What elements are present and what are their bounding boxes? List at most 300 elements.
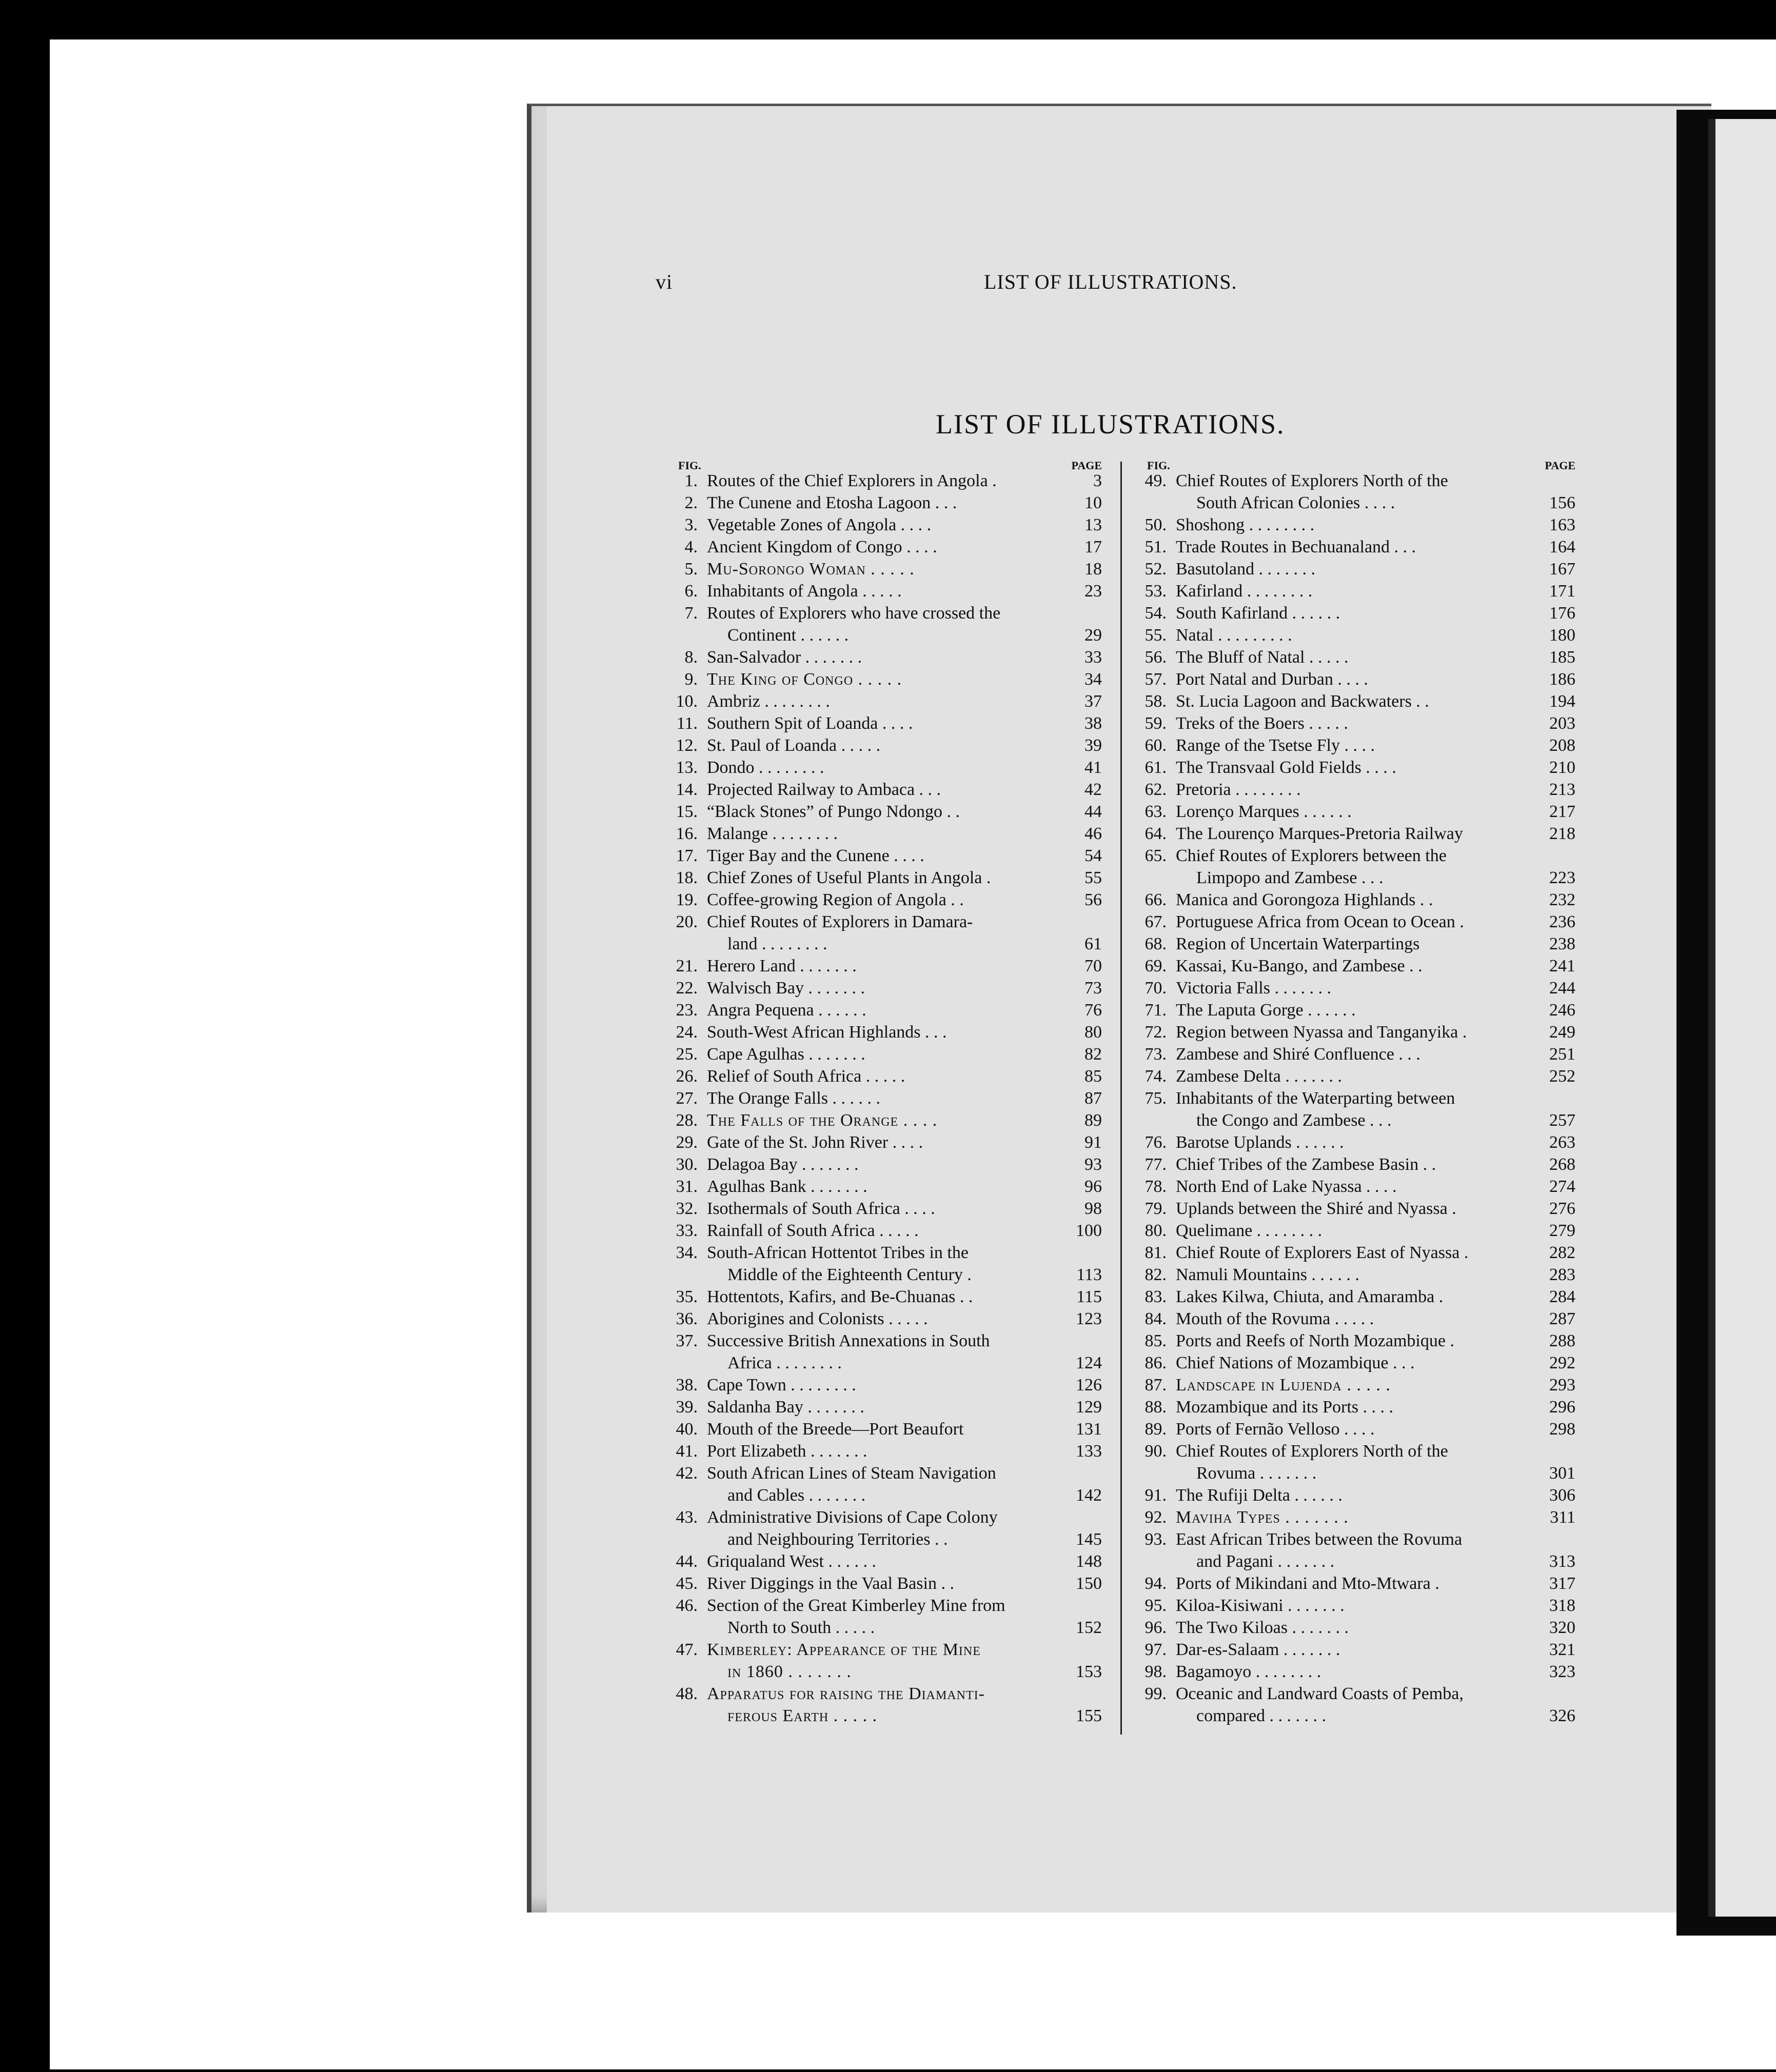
page-ref: 96: [1084, 1177, 1102, 1196]
illustration-entry: [667, 779, 1102, 801]
illustration-title-line: River Diggings in the Vaal Basin . .: [707, 1574, 954, 1593]
page-ref: 320: [1549, 1618, 1575, 1637]
figure-number: 91.: [1144, 1486, 1167, 1505]
illustration-title-line: South African Lines of Steam Navigation: [707, 1464, 996, 1483]
page-ref: 171: [1549, 582, 1575, 601]
figure-number: 17.: [676, 846, 698, 865]
illustration-title-line: Ports of Mikindani and Mto-Mtwara .: [1176, 1574, 1439, 1593]
illustration-title-line: Uplands between the Shiré and Nyassa .: [1176, 1199, 1456, 1218]
illustration-entry: [667, 536, 1102, 558]
page-ref: 153: [1076, 1662, 1102, 1681]
illustration-title-line: Dondo . . . . . . . .: [707, 758, 824, 777]
page-ref: 186: [1549, 670, 1575, 689]
page-ref: 241: [1549, 957, 1575, 975]
figure-number: 73.: [1144, 1045, 1167, 1064]
figure-number: 31.: [676, 1177, 698, 1196]
illustration-entry: [1136, 712, 1575, 734]
figure-number: 54.: [1144, 604, 1167, 623]
figure-number: 34.: [676, 1243, 698, 1262]
page-ref: 133: [1076, 1442, 1102, 1461]
figure-number: 18.: [676, 868, 698, 887]
page-ref: 10: [1084, 493, 1102, 512]
illustration-entry: [1136, 514, 1575, 536]
illustration-entry: [1136, 1198, 1575, 1220]
running-head: [656, 270, 1274, 301]
page-header: PAGE: [1071, 459, 1102, 472]
figure-number: 76.: [1144, 1133, 1167, 1152]
illustration-entry: [667, 1550, 1102, 1572]
page-ref: 244: [1549, 979, 1575, 998]
illustration-entry: [667, 1286, 1102, 1308]
illustration-title-line: Aborigines and Colonists . . . . .: [707, 1309, 928, 1328]
illustration-title-line: The Transvaal Gold Fields . . . .: [1176, 758, 1396, 777]
illustration-title-line: Ports and Reefs of North Mozambique .: [1176, 1331, 1454, 1350]
illustration-title-line: Barotse Uplands . . . . . .: [1176, 1133, 1344, 1152]
illustration-title-line: and Cables . . . . . . .: [727, 1486, 866, 1505]
figure-number: 14.: [676, 780, 698, 799]
illustration-title-line: Southern Spit of Loanda . . . .: [707, 714, 913, 733]
page-ref: 17: [1084, 537, 1102, 556]
figure-number: 88.: [1144, 1398, 1167, 1417]
illustration-entry: [1136, 1683, 1575, 1727]
illustration-entry: [1136, 1484, 1575, 1506]
figure-number: 50.: [1144, 515, 1167, 534]
illustration-entry: [1136, 470, 1575, 514]
figure-number: 68.: [1144, 934, 1167, 953]
illustration-title-line: Rainfall of South Africa . . . . .: [707, 1221, 919, 1240]
page-ref: 98: [1084, 1199, 1102, 1218]
figure-number: 42.: [676, 1464, 698, 1483]
illustration-entry: [667, 1462, 1102, 1506]
illustration-title-line: “Black Stones” of Pungo Ndongo . .: [707, 802, 960, 821]
illustration-title-line: Malange . . . . . . . .: [707, 824, 838, 843]
figure-number: 36.: [676, 1309, 698, 1328]
page-ref: 217: [1549, 802, 1575, 821]
figure-number: 59.: [1144, 714, 1167, 733]
illustration-title-line: The Cunene and Etosha Lagoon . . .: [707, 493, 957, 512]
figure-number: 82.: [1144, 1265, 1167, 1284]
illustration-entry: [1136, 1242, 1575, 1264]
illustration-title-line: Kiloa-Kisiwani . . . . . . .: [1176, 1596, 1345, 1615]
page-ref: 284: [1549, 1287, 1575, 1306]
illustration-entry: [667, 1595, 1102, 1639]
figure-number: 81.: [1144, 1243, 1167, 1262]
illustration-title-line: Middle of the Eighteenth Century .: [727, 1265, 972, 1284]
figure-number: 56.: [1144, 648, 1167, 667]
figure-number: 37.: [676, 1331, 698, 1350]
page-title: LIST OF ILLUSTRATIONS.: [936, 409, 1285, 440]
illustration-entry: [667, 823, 1102, 845]
illustration-entry: [667, 1065, 1102, 1087]
page-ref: 61: [1084, 934, 1102, 953]
page-ref: 318: [1549, 1596, 1575, 1615]
figure-number: 33.: [676, 1221, 698, 1240]
figure-number: 15.: [676, 802, 698, 821]
figure-number: 95.: [1144, 1596, 1167, 1615]
page-ref: 246: [1549, 1001, 1575, 1020]
figure-number: 45.: [676, 1574, 698, 1593]
illustration-entry: [667, 1308, 1102, 1330]
page-ref: 39: [1084, 736, 1102, 755]
figure-number: 19.: [676, 890, 698, 909]
illustration-title-line: compared . . . . . . .: [1196, 1706, 1327, 1725]
illustration-title-line: Zambese and Shiré Confluence . . .: [1176, 1045, 1420, 1064]
figure-number: 49.: [1144, 471, 1167, 490]
figure-number: 6.: [684, 582, 698, 601]
illustration-title-line: Coffee-growing Region of Angola . .: [707, 890, 964, 909]
figure-number: 60.: [1144, 736, 1167, 755]
page-ref: 37: [1084, 692, 1102, 711]
illustration-title-line: Vegetable Zones of Angola . . . .: [707, 515, 932, 534]
illustration-title-line: San-Salvador . . . . . . .: [707, 648, 862, 667]
figure-number: 99.: [1144, 1684, 1167, 1703]
illustrations-column-left: [667, 451, 1102, 1727]
figure-number: 89.: [1144, 1420, 1167, 1439]
page-ref: 317: [1549, 1574, 1575, 1593]
page-ref: 124: [1076, 1353, 1102, 1372]
running-title: LIST OF ILLUSTRATIONS.: [984, 270, 1237, 293]
page-ref: 148: [1076, 1552, 1102, 1571]
illustration-title-line: St. Paul of Loanda . . . . .: [707, 736, 881, 755]
illustration-entry: [1136, 734, 1575, 756]
illustration-entry: [667, 1176, 1102, 1198]
page-ref: 33: [1084, 648, 1102, 667]
illustration-title-line: The Laputa Gorge . . . . . .: [1176, 1001, 1356, 1020]
figure-number: 8.: [684, 648, 698, 667]
column-divider: [1120, 462, 1122, 1735]
illustration-title-line: Dar-es-Salaam . . . . . . .: [1176, 1640, 1340, 1659]
illustration-title-line: Routes of Explorers who have crossed the: [707, 604, 1001, 623]
page-ref: 163: [1549, 515, 1575, 534]
illustration-entry: [667, 514, 1102, 536]
illustration-entry: [1136, 1528, 1575, 1572]
figure-number: 72.: [1144, 1023, 1167, 1042]
figure-number: 63.: [1144, 802, 1167, 821]
illustration-entry: [667, 1374, 1102, 1396]
figure-number: 74.: [1144, 1067, 1167, 1086]
illustration-entry: [1136, 823, 1575, 845]
column-header: [1136, 451, 1575, 470]
illustration-entry: [667, 1087, 1102, 1109]
illustration-entry: [1136, 1220, 1575, 1242]
page-ref: 210: [1549, 758, 1575, 777]
illustration-entry: [667, 1418, 1102, 1440]
figure-number: 86.: [1144, 1353, 1167, 1372]
illustration-title-line: Relief of South Africa . . . . .: [707, 1067, 905, 1086]
illustration-title-line: The Rufiji Delta . . . . . .: [1176, 1486, 1343, 1505]
figure-number: 57.: [1144, 670, 1167, 689]
illustration-title-line: Port Natal and Durban . . . .: [1176, 670, 1368, 689]
illustration-entry: [1136, 999, 1575, 1021]
page-ref: 263: [1549, 1133, 1575, 1152]
page-ref: 249: [1549, 1023, 1575, 1042]
illustration-title-line: Projected Railway to Ambaca . . .: [707, 780, 941, 799]
illustration-title-line: land . . . . . . . .: [727, 934, 827, 953]
illustration-title-line: Ancient Kingdom of Congo . . . .: [707, 537, 937, 556]
figure-number: 21.: [676, 957, 698, 975]
page-ref: 213: [1549, 780, 1575, 799]
figure-number: 28.: [676, 1111, 698, 1130]
figure-number: 38.: [676, 1376, 698, 1394]
figure-number: 75.: [1144, 1089, 1167, 1108]
page-ref: 70: [1084, 957, 1102, 975]
figure-number: 22.: [676, 979, 698, 998]
illustration-entry: [667, 646, 1102, 668]
illustration-entry: [1136, 602, 1575, 624]
illustration-entry: [1136, 624, 1575, 646]
page-ref: 185: [1549, 648, 1575, 667]
illustration-title-line: Cape Town . . . . . . . .: [707, 1376, 856, 1394]
illustration-title-line: St. Lucia Lagoon and Backwaters . .: [1176, 692, 1429, 711]
illustration-entry: [1136, 1595, 1575, 1617]
illustration-entry: [1136, 1065, 1575, 1087]
page-ref: 279: [1549, 1221, 1575, 1240]
figure-number: 13.: [676, 758, 698, 777]
page-ref: 82: [1084, 1045, 1102, 1064]
illustration-title-line: Landscape in Lujenda . . . . .: [1176, 1376, 1391, 1394]
figure-number: 53.: [1144, 582, 1167, 601]
illustration-entry: [667, 1242, 1102, 1286]
illustration-entry: [667, 999, 1102, 1021]
illustration-entry: [1136, 955, 1575, 977]
figure-number: 41.: [676, 1442, 698, 1461]
illustration-title-line: Natal . . . . . . . . .: [1176, 626, 1292, 645]
figure-number: 27.: [676, 1089, 698, 1108]
figure-number: 2.: [684, 493, 698, 512]
page-ref: 100: [1076, 1221, 1102, 1240]
illustration-title-line: and Neighbouring Territories . .: [727, 1530, 948, 1549]
illustration-title-line: Agulhas Bank . . . . . . .: [707, 1177, 867, 1196]
page-ref: 87: [1084, 1089, 1102, 1108]
illustration-entry: [667, 1021, 1102, 1043]
illustration-title-line: The King of Congo . . . . .: [707, 670, 902, 689]
illustration-entry: [667, 1153, 1102, 1176]
figure-number: 90.: [1144, 1442, 1167, 1461]
page-ref: 44: [1084, 802, 1102, 821]
page-ref: 292: [1549, 1353, 1575, 1372]
figure-number: 3.: [684, 515, 698, 534]
illustration-entry: [667, 1131, 1102, 1153]
illustration-entry: [667, 492, 1102, 514]
page-ref: 89: [1084, 1111, 1102, 1130]
illustration-title-line: Apparatus for raising the Diamanti-: [707, 1684, 985, 1703]
illustration-title-line: ferous Earth . . . . .: [727, 1706, 878, 1725]
illustration-entry: [667, 977, 1102, 999]
illustration-title-line: Chief Routes of Explorers between the: [1176, 846, 1447, 865]
illustration-title-line: Namuli Mountains . . . . . .: [1176, 1265, 1359, 1284]
illustration-title-line: Saldanha Bay . . . . . . .: [707, 1398, 864, 1417]
figure-number: 78.: [1144, 1177, 1167, 1196]
illustration-entry: [667, 470, 1102, 492]
figure-number: 10.: [676, 692, 698, 711]
page-ref: 34: [1084, 670, 1102, 689]
page-ref: 115: [1076, 1287, 1102, 1306]
illustration-title-line: Quelimane . . . . . . . .: [1176, 1221, 1323, 1240]
page-ref: 145: [1076, 1530, 1102, 1549]
figure-number: 85.: [1144, 1331, 1167, 1350]
illustration-title-line: Mouth of the Breede—Port Beaufort: [707, 1420, 964, 1439]
illustration-title-line: Trade Routes in Bechuanaland . . .: [1176, 537, 1416, 556]
figure-number: 92.: [1144, 1508, 1167, 1527]
illustration-title-line: Oceanic and Landward Coasts of Pemba,: [1176, 1684, 1464, 1703]
illustration-entry: [1136, 1264, 1575, 1286]
figure-number: 61.: [1144, 758, 1167, 777]
figure-number: 79.: [1144, 1199, 1167, 1218]
illustration-entry: [667, 1440, 1102, 1462]
illustration-title-line: Kassai, Ku-Bango, and Zambese . .: [1176, 957, 1423, 975]
page-ref: 23: [1084, 582, 1102, 601]
illustration-entry: [1136, 1440, 1575, 1484]
illustration-entry: [667, 668, 1102, 690]
page-ref: 156: [1549, 493, 1575, 512]
page-ref: 268: [1549, 1155, 1575, 1174]
page-ref: 13: [1084, 515, 1102, 534]
page-ref: 298: [1549, 1420, 1575, 1439]
illustration-title-line: Ambriz . . . . . . . .: [707, 692, 830, 711]
illustration-title-line: Section of the Great Kimberley Mine from: [707, 1596, 1005, 1615]
figure-number: 30.: [676, 1155, 698, 1174]
illustration-title-line: Chief Routes of Explorers North of the: [1176, 1442, 1448, 1461]
illustration-title-line: Africa . . . . . . . .: [727, 1353, 842, 1372]
page-ref: 208: [1549, 736, 1575, 755]
illustration-title-line: South-West African Highlands . . .: [707, 1023, 947, 1042]
page-ref: 276: [1549, 1199, 1575, 1218]
illustration-title-line: The Lourenço Marques-Pretoria Railway: [1176, 824, 1463, 843]
illustration-title-line: Chief Routes of Explorers in Damara-: [707, 912, 973, 931]
figure-number: 16.: [676, 824, 698, 843]
illustration-entry: [1136, 889, 1575, 911]
page-ref: 236: [1549, 912, 1575, 931]
illustration-title-line: Bagamoyo . . . . . . . .: [1176, 1662, 1321, 1681]
figure-number: 47.: [676, 1640, 698, 1659]
figure-number: 1.: [684, 471, 698, 490]
illustration-title-line: Kimberley: Appearance of the Mine: [707, 1640, 981, 1659]
page-ref: 218: [1549, 824, 1575, 843]
fig-header: FIG.: [678, 459, 701, 472]
illustration-title-line: Tiger Bay and the Cunene . . . .: [707, 846, 924, 865]
illustration-title-line: Maviha Types . . . . . . .: [1176, 1508, 1349, 1527]
figure-number: 24.: [676, 1023, 698, 1042]
illustration-entry: [1136, 1572, 1575, 1595]
illustration-entry: [1136, 801, 1575, 823]
figure-number: 83.: [1144, 1287, 1167, 1306]
figure-number: 7.: [684, 604, 698, 623]
illustration-title-line: Shoshong . . . . . . . .: [1176, 515, 1315, 534]
illustration-entry: [1136, 1286, 1575, 1308]
figure-number: 32.: [676, 1199, 698, 1218]
illustration-entry: [667, 1330, 1102, 1374]
illustration-title-line: Treks of the Boers . . . . .: [1176, 714, 1348, 733]
figure-number: 11.: [676, 714, 698, 733]
page-ref: 251: [1549, 1045, 1575, 1064]
illustration-title-line: Inhabitants of the Waterparting between: [1176, 1089, 1455, 1108]
illustration-title-line: South Kafirland . . . . . .: [1176, 604, 1340, 623]
illustrations-column-right: [1136, 451, 1575, 1727]
illustration-entry: [1136, 845, 1575, 889]
illustration-title-line: Rovuma . . . . . . .: [1196, 1464, 1317, 1483]
figure-number: 58.: [1144, 692, 1167, 711]
illustration-title-line: Region between Nyassa and Tanganyika .: [1176, 1023, 1467, 1042]
illustration-entry: [667, 1396, 1102, 1418]
page-ref: 232: [1549, 890, 1575, 909]
illustration-entry: [1136, 580, 1575, 602]
illustration-title-line: North End of Lake Nyassa . . . .: [1176, 1177, 1397, 1196]
illustration-title-line: and Pagani . . . . . . .: [1196, 1552, 1335, 1571]
illustration-title-line: South-African Hottentot Tribes in the: [707, 1243, 969, 1262]
fig-header: FIG.: [1147, 459, 1170, 472]
illustration-title-line: Basutoland . . . . . . .: [1176, 560, 1315, 579]
illustration-entry: [667, 801, 1102, 823]
figure-number: 94.: [1144, 1574, 1167, 1593]
figure-number: 55.: [1144, 626, 1167, 645]
figure-number: 70.: [1144, 979, 1167, 998]
illustration-entry: [1136, 558, 1575, 580]
page-ref: 91: [1084, 1133, 1102, 1152]
illustration-title-line: Mu-Sorongo Woman . . . . .: [707, 560, 915, 579]
figure-number: 67.: [1144, 912, 1167, 931]
illustration-title-line: Portuguese Africa from Ocean to Ocean .: [1176, 912, 1464, 931]
page-ref: 283: [1549, 1265, 1575, 1284]
illustration-title-line: East African Tribes between the Rovuma: [1176, 1530, 1463, 1549]
page-ref: 126: [1076, 1376, 1102, 1394]
page-ref: 313: [1549, 1552, 1575, 1571]
figure-number: 35.: [676, 1287, 698, 1306]
illustration-entry: [1136, 756, 1575, 779]
page-ref: 238: [1549, 934, 1575, 953]
figure-number: 69.: [1144, 957, 1167, 975]
illustration-title-line: Administrative Divisions of Cape Colony: [707, 1508, 998, 1527]
page-header: PAGE: [1545, 459, 1575, 472]
illustration-entry: [667, 734, 1102, 756]
page-ref: 252: [1549, 1067, 1575, 1086]
page-number: vi: [656, 270, 673, 293]
illustration-entry: [667, 1639, 1102, 1683]
illustration-title-line: Chief Tribes of the Zambese Basin . .: [1176, 1155, 1436, 1174]
page-ref: 152: [1076, 1618, 1102, 1637]
figure-number: 26.: [676, 1067, 698, 1086]
page-ref: 274: [1549, 1177, 1575, 1196]
illustration-entry: [1136, 1352, 1575, 1374]
figure-number: 97.: [1144, 1640, 1167, 1659]
illustration-entry: [667, 1220, 1102, 1242]
figure-number: 96.: [1144, 1618, 1167, 1637]
page-ref: 288: [1549, 1331, 1575, 1350]
illustration-title-line: Kafirland . . . . . . . .: [1176, 582, 1313, 601]
illustration-entry: [1136, 1131, 1575, 1153]
figure-number: 20.: [676, 912, 698, 931]
illustration-title-line: Chief Zones of Useful Plants in Angola .: [707, 868, 991, 887]
illustration-title-line: Routes of the Chief Explorers in Angola .: [707, 471, 997, 490]
page-ref: 150: [1076, 1574, 1102, 1593]
illustration-entry: [1136, 1418, 1575, 1440]
figure-number: 4.: [684, 537, 698, 556]
illustration-title-line: The Two Kiloas . . . . . . .: [1176, 1618, 1349, 1637]
illustration-entry: [667, 889, 1102, 911]
illustration-title-line: Victoria Falls . . . . . . .: [1176, 979, 1331, 998]
illustration-entry: [1136, 911, 1575, 933]
page-ref: 180: [1549, 626, 1575, 645]
illustration-entry: [667, 690, 1102, 712]
illustration-title-line: Ports of Fernão Velloso . . . .: [1176, 1420, 1375, 1439]
page-ref: 41: [1084, 758, 1102, 777]
illustration-title-line: Inhabitants of Angola . . . . .: [707, 582, 902, 601]
page-ref: 326: [1549, 1706, 1575, 1725]
illustration-entry: [667, 1506, 1102, 1550]
page-ref: 306: [1549, 1486, 1575, 1505]
figure-number: 23.: [676, 1001, 698, 1020]
illustration-title-line: Successive British Annexations in South: [707, 1331, 990, 1350]
figure-number: 40.: [676, 1420, 698, 1439]
